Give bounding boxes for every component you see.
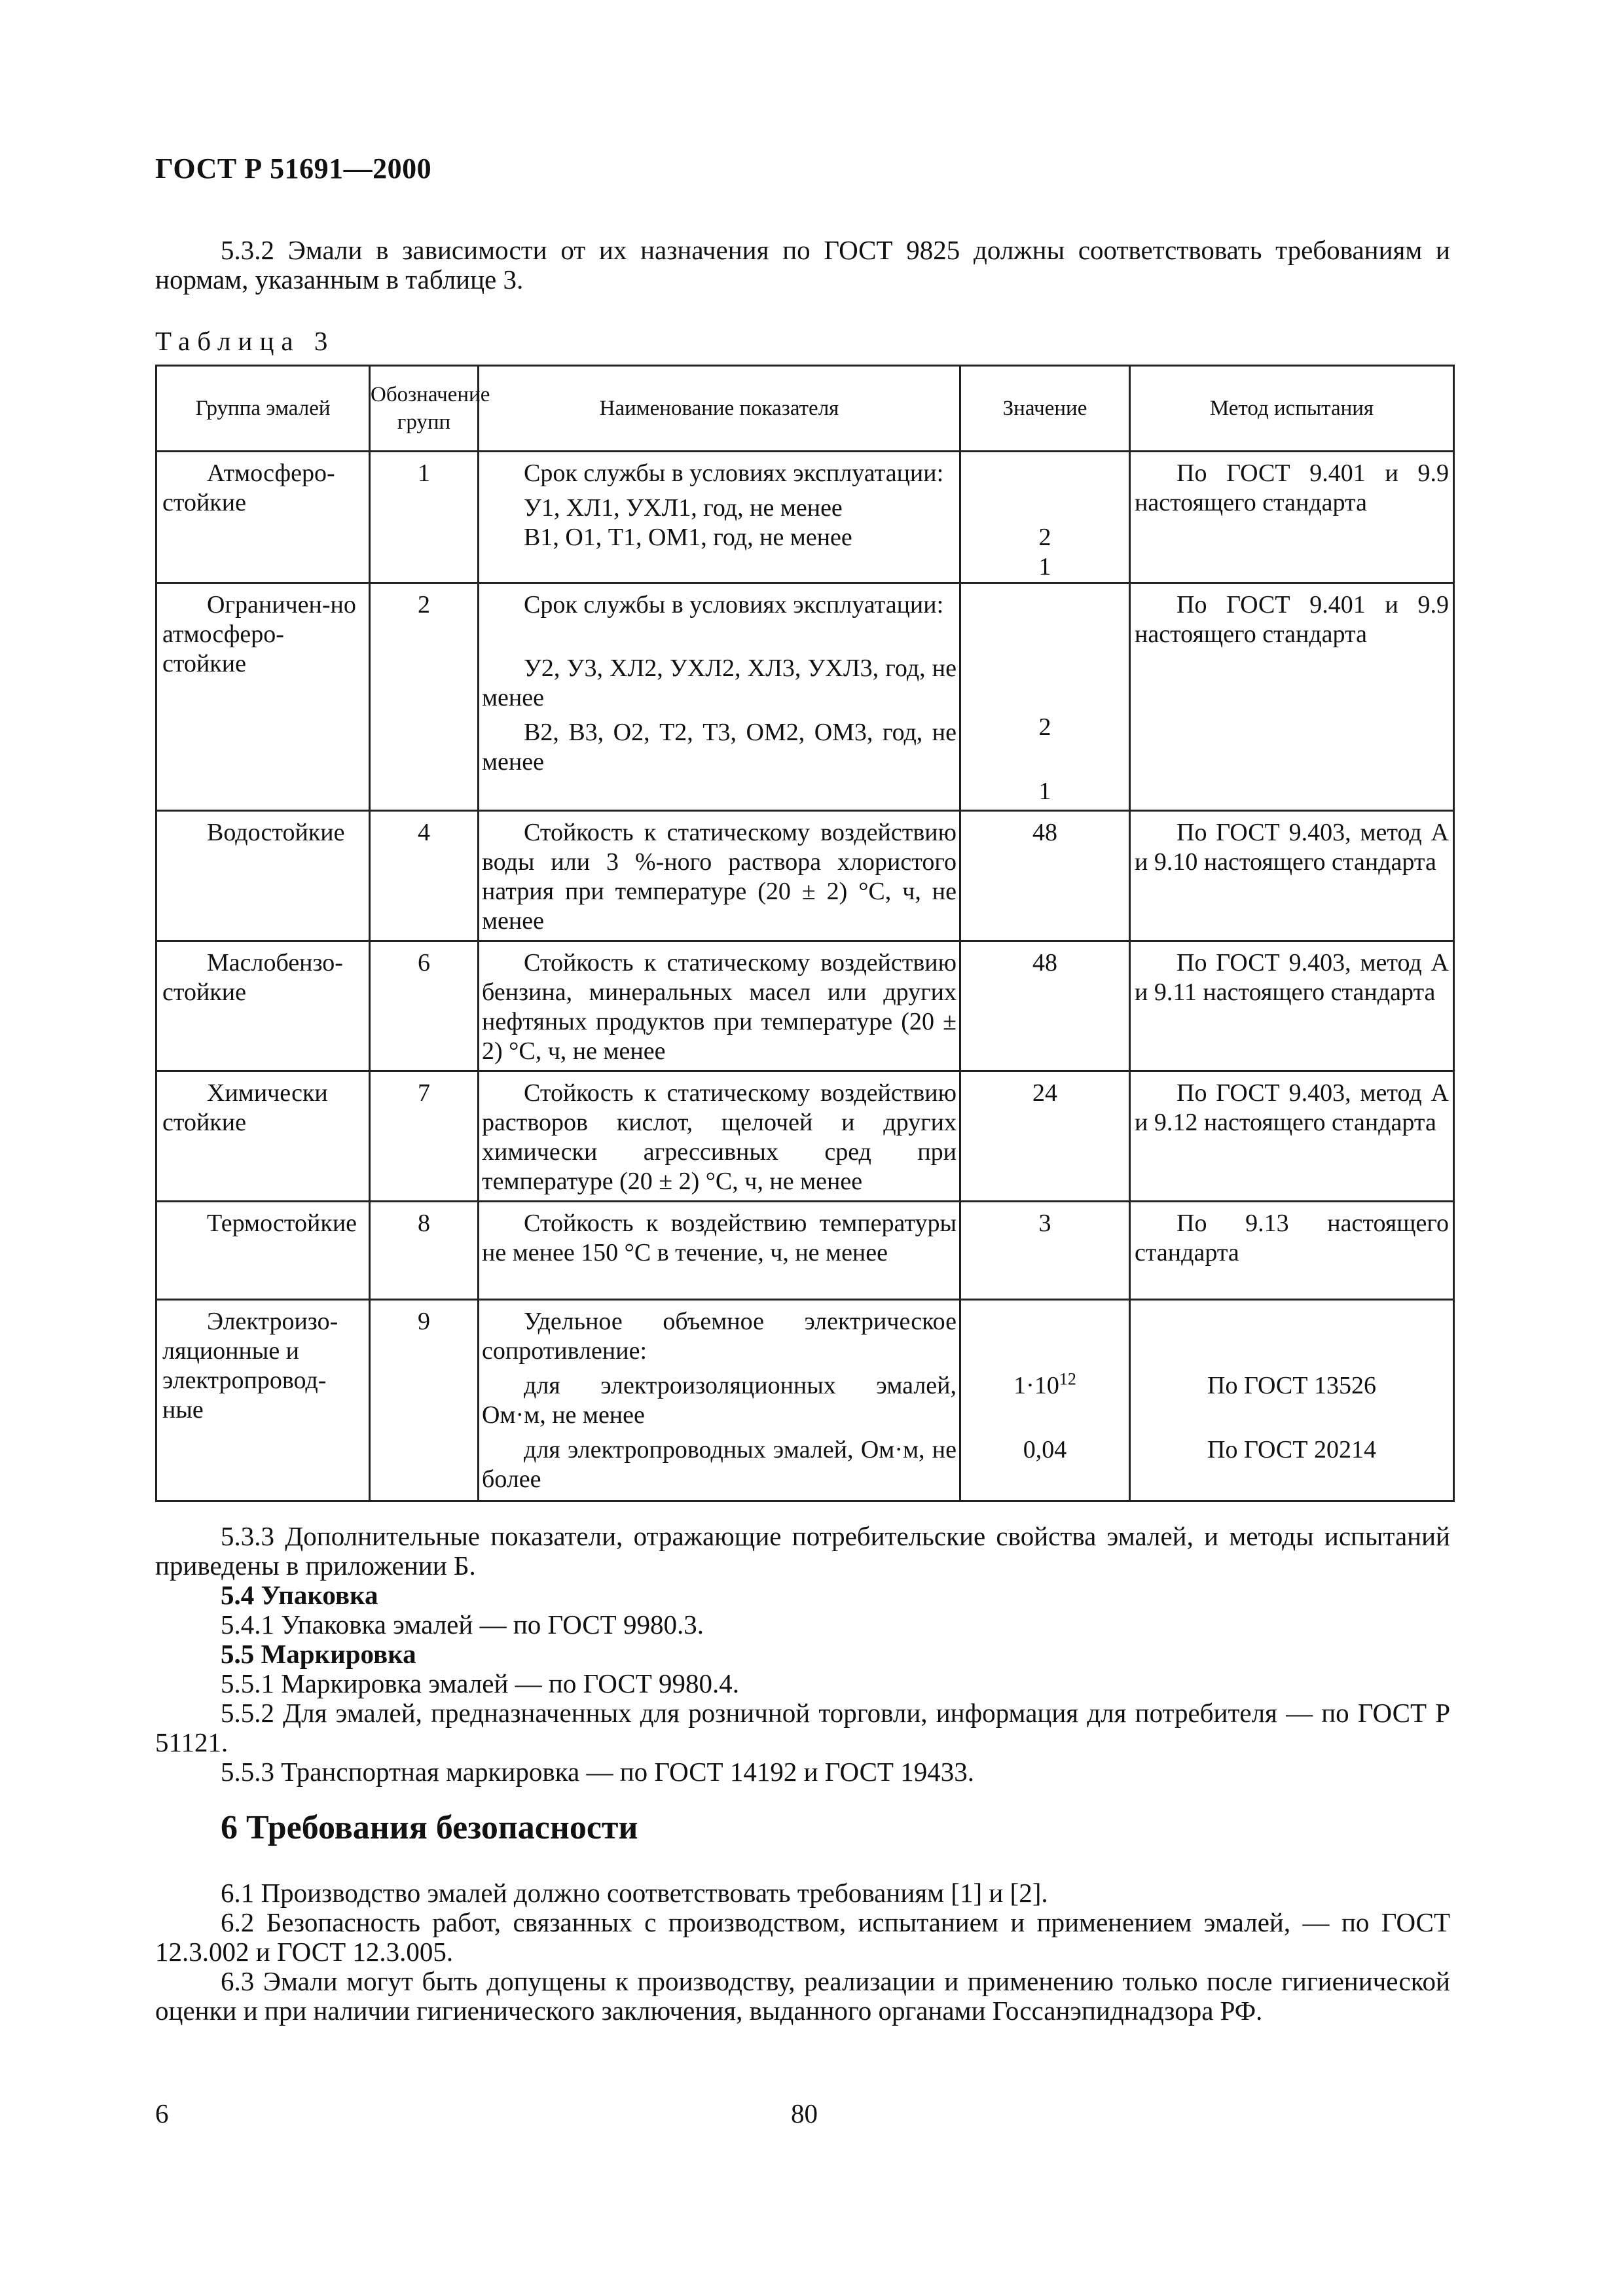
cell-name: Стойкость к воздействию температуры не менее 150 °С в течение, ч, не менее — [479, 1202, 960, 1300]
paragraph-6-3: 6.3 Эмали могут быть допущены к производству, реализации и применению только после гигиенической оценки и при наличии гигиенического заключения, выданного органами Госсанэпиднадзора РФ. — [155, 1966, 1450, 2026]
name-sub: В2, В3, О2, Т2, Т3, ОМ2, ОМ3, год, не менее — [482, 719, 957, 776]
cell-code: 8 — [370, 1202, 479, 1300]
cell-name — [479, 1300, 960, 1501]
cell-name: Стойкость к статическому воздействию воды или 3 %-ного раствора хлористого натрия при температуре (20 ± 2) °С, ч, не менее — [479, 811, 960, 941]
table-row — [156, 1071, 1454, 1202]
cell-group: Ограничен-но атмосферо-стойкие — [156, 583, 370, 811]
cell-method: По ГОСТ 9.401 и 9.9 настоящего стандарта — [1130, 452, 1454, 583]
cell-group: Термостойкие — [156, 1202, 370, 1300]
value-2: 0,04 — [1023, 1436, 1067, 1463]
table-row — [156, 941, 1454, 1071]
cell-name — [479, 583, 960, 811]
name-sub: для электроизоляционных эмалей, Ом·м, не менее — [482, 1372, 957, 1429]
cell-value: 3 — [960, 1202, 1130, 1300]
name-sub: В1, О1, Т1, ОМ1, год, не менее — [524, 524, 852, 551]
cell-name: Стойкость к статическому воздействию растворов кислот, щелочей и других химически агрессивных сред при температуре (20 ± 2) °С, ч, не менее — [479, 1071, 960, 1202]
header-group: Группа эмалей — [156, 366, 370, 452]
header-code: Обозначение групп — [370, 366, 479, 452]
method-2: По ГОСТ 20214 — [1207, 1436, 1376, 1463]
value-1: $1\cdot 10^{12}$ — [1013, 1369, 1076, 1399]
value-1: 2 — [1038, 713, 1051, 741]
paragraph-5-5-3: 5.5.3 Транспортная маркировка — по ГОСТ 14192 и ГОСТ 19433. — [221, 1757, 974, 1787]
section-6-title: 6 Требования безопасности — [221, 1809, 638, 1846]
cell-method — [1130, 1300, 1454, 1501]
cell-code: 1 — [370, 452, 479, 583]
cell-value — [960, 583, 1130, 811]
name-sub: У2, У3, ХЛ2, УХЛ2, ХЛ3, УХЛ3, год, не менее — [482, 655, 957, 711]
paragraph-6-2: 6.2 Безопасность работ, связанных с производством, испытанием и применением эмалей, — по ГОСТ 12.3.002 и ГОСТ 12.3.005. — [155, 1907, 1450, 1967]
cell-value: 48 — [960, 941, 1130, 1071]
cell-code: 9 — [370, 1300, 479, 1501]
document-header: ГОСТ Р 51691—2000 — [155, 152, 432, 185]
cell-method: По ГОСТ 9.403, метод А и 9.10 настоящего стандарта — [1130, 811, 1454, 941]
name-main: Удельное объемное электрическое сопротивление: — [482, 1308, 957, 1365]
value-2: 1 — [1038, 778, 1051, 805]
paragraph-5-4-1: 5.4.1 Упаковка эмалей — по ГОСТ 9980.3. — [221, 1609, 704, 1640]
requirements-table — [155, 365, 1455, 1502]
name-main: Срок службы в условиях эксплуатации: — [524, 459, 944, 487]
table-header-row — [156, 366, 1454, 452]
method-1: По ГОСТ 13526 — [1207, 1372, 1376, 1399]
table-row — [156, 1202, 1454, 1300]
paragraph-5-5-2: 5.5.2 Для эмалей, предназначенных для розничной торговли, информация для потребителя — по ГОСТ Р 51121. — [155, 1698, 1450, 1757]
table-row — [156, 583, 1454, 811]
heading-5-5: 5.5 Маркировка — [221, 1639, 416, 1669]
name-main: Срок службы в условиях эксплуатации: — [524, 591, 944, 619]
cell-method: По ГОСТ 9.403, метод А и 9.11 настоящего стандарта — [1130, 941, 1454, 1071]
name-sub: У1, ХЛ1, УХЛ1, год, не менее — [524, 494, 843, 522]
table-row — [156, 811, 1454, 941]
cell-group: Водостойкие — [156, 811, 370, 941]
paragraph-6-1: 6.1 Производство эмалей должно соответствовать требованиям [1] и [2]. — [221, 1878, 1048, 1908]
name-sub: для электропроводных эмалей, Ом·м, не более — [482, 1436, 957, 1493]
cell-code: 6 — [370, 941, 479, 1071]
paragraph-5-3-3: 5.3.3 Дополнительные показатели, отражающие потребительские свойства эмалей, и методы испытаний приведены в приложении Б. — [155, 1521, 1450, 1581]
cell-group: Электроизо-ляционные и электропровод-ные — [156, 1300, 370, 1501]
value-1: 2 — [1038, 524, 1051, 551]
header-method: Метод испытания — [1130, 366, 1454, 452]
cell-name: Стойкость к статическому воздействию бензина, минеральных масел или других нефтяных продуктов при температуре (20 ± 2) °С, ч, не менее — [479, 941, 960, 1071]
cell-value — [960, 1300, 1130, 1501]
cell-group: Маслобензо-стойкие — [156, 941, 370, 1071]
cell-value — [960, 452, 1130, 583]
cell-value: 24 — [960, 1071, 1130, 1202]
cell-method: По 9.13 настоящего стандарта — [1130, 1202, 1454, 1300]
table-row — [156, 1300, 1454, 1501]
page-number-left: 6 — [155, 2098, 169, 2128]
page-number-center: 80 — [791, 2098, 818, 2128]
table-caption: Таблица 3 — [155, 326, 335, 356]
header-name: Наименование показателя — [479, 366, 960, 452]
cell-group: Атмосферо-стойкие — [156, 452, 370, 583]
paragraph-5-3-2: 5.3.2 Эмали в зависимости от их назначения по ГОСТ 9825 должны соответствовать требованиям и нормам, указанным в таблице 3. — [155, 235, 1450, 295]
cell-method: По ГОСТ 9.403, метод А и 9.12 настоящего стандарта — [1130, 1071, 1454, 1202]
cell-group: Химически стойкие — [156, 1071, 370, 1202]
paragraph-5-5-1: 5.5.1 Маркировка эмалей — по ГОСТ 9980.4. — [221, 1668, 740, 1698]
heading-5-4: 5.4 Упаковка — [221, 1580, 378, 1610]
cell-code: 2 — [370, 583, 479, 811]
cell-method: По ГОСТ 9.401 и 9.9 настоящего стандарта — [1130, 583, 1454, 811]
cell-code: 4 — [370, 811, 479, 941]
header-value: Значение — [960, 366, 1130, 452]
cell-code: 7 — [370, 1071, 479, 1202]
value-2: 1 — [1038, 553, 1051, 581]
table-row — [156, 452, 1454, 583]
cell-value: 48 — [960, 811, 1130, 941]
cell-name — [479, 452, 960, 583]
